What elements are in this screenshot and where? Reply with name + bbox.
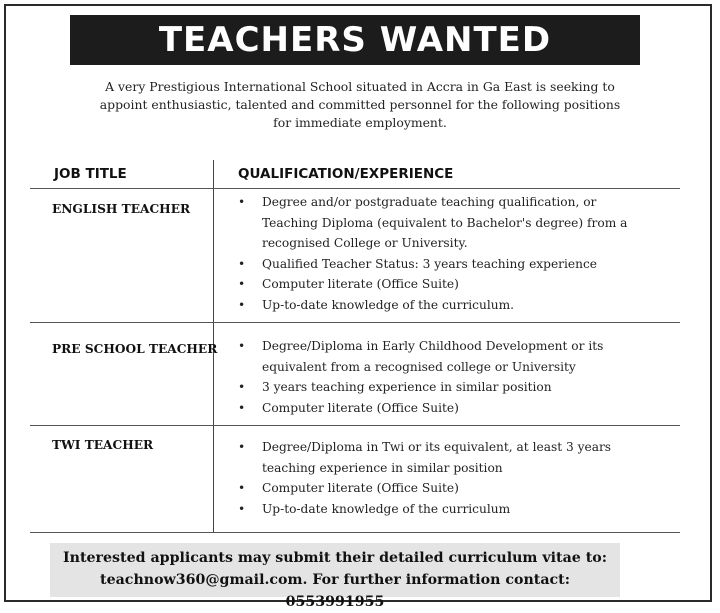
qualification-line: Up-to-date knowledge of the curriculum [262, 501, 511, 516]
qualification-list-pre-school [238, 336, 658, 418]
qualification-line: Degree/Diploma in Twi or its equivalent, at least 3 years [262, 440, 612, 454]
contact-line: teachnow360@gmail.com. For further information contact: 0553991955 [100, 572, 570, 610]
bullet-icon: • [238, 481, 246, 495]
row-divider [30, 425, 680, 426]
list-item [238, 499, 658, 520]
contact-box [50, 543, 620, 610]
list-item [238, 398, 658, 419]
qualification-list-english [238, 192, 658, 315]
list-item [238, 478, 658, 499]
contact-line: Interested applicants may submit their detailed curriculum vitae to: [63, 550, 607, 566]
qualification-line: Degree/Diploma in Early Childhood Development or its [262, 339, 604, 353]
page-title-text: TEACHERS WANTED [158, 20, 552, 60]
qualification-list-twi [238, 437, 658, 519]
list-item [238, 192, 658, 254]
intro-line: A very Prestigious International School situated in Accra in Ga East is seeking to [105, 79, 615, 94]
intro-paragraph [70, 78, 650, 132]
column-header-qualification: QUALIFICATION/EXPERIENCE [238, 166, 454, 182]
list-item [238, 336, 658, 377]
list-item [238, 437, 658, 478]
qualification-line: Computer literate (Office Suite) [262, 481, 459, 495]
bullet-icon: • [238, 256, 246, 271]
table-bottom-rule [30, 532, 680, 533]
list-item [238, 377, 658, 398]
bullet-icon: • [238, 400, 246, 415]
qualification-line: teaching experience in similar position [262, 460, 503, 475]
bullet-icon: • [238, 277, 246, 291]
qualification-line: Up-to-date knowledge of the curriculum. [262, 297, 515, 312]
bullet-icon: • [238, 440, 246, 454]
list-item [238, 274, 658, 295]
bullet-icon: • [238, 501, 246, 516]
qualification-line: Computer literate (Office Suite) [262, 277, 459, 291]
list-item [238, 295, 658, 316]
qualification-line: Teaching Diploma (equivalent to Bachelor's degree) from a [262, 215, 628, 230]
bullet-icon: • [238, 339, 246, 353]
bullet-icon: • [238, 380, 246, 394]
row-divider [30, 322, 680, 323]
list-item [238, 254, 658, 275]
qualification-line: Qualified Teacher Status: 3 years teaching experience [262, 256, 598, 271]
header-rule [30, 188, 680, 189]
qualification-line: 3 years teaching experience in similar position [262, 380, 552, 394]
bullet-icon: • [238, 195, 246, 209]
column-header-job-title: JOB TITLE [54, 166, 127, 182]
qualification-line: Degree and/or postgraduate teaching qualification, or [262, 195, 597, 209]
qualification-line: equivalent from a recognised college or University [262, 359, 576, 374]
intro-line: appoint enthusiastic, talented and committed personnel for the following positions [99, 97, 621, 112]
page-title [70, 15, 640, 65]
job-title-pre-school: PRE SCHOOL TEACHER [52, 342, 218, 356]
job-title-twi: TWI TEACHER [52, 438, 154, 452]
job-title-english: ENGLISH TEACHER [52, 202, 191, 216]
bullet-icon: • [238, 297, 246, 312]
intro-line: for immediate employment. [273, 115, 447, 130]
qualification-line: Computer literate (Office Suite) [262, 400, 459, 415]
qualification-line: recognised College or University. [262, 236, 468, 250]
